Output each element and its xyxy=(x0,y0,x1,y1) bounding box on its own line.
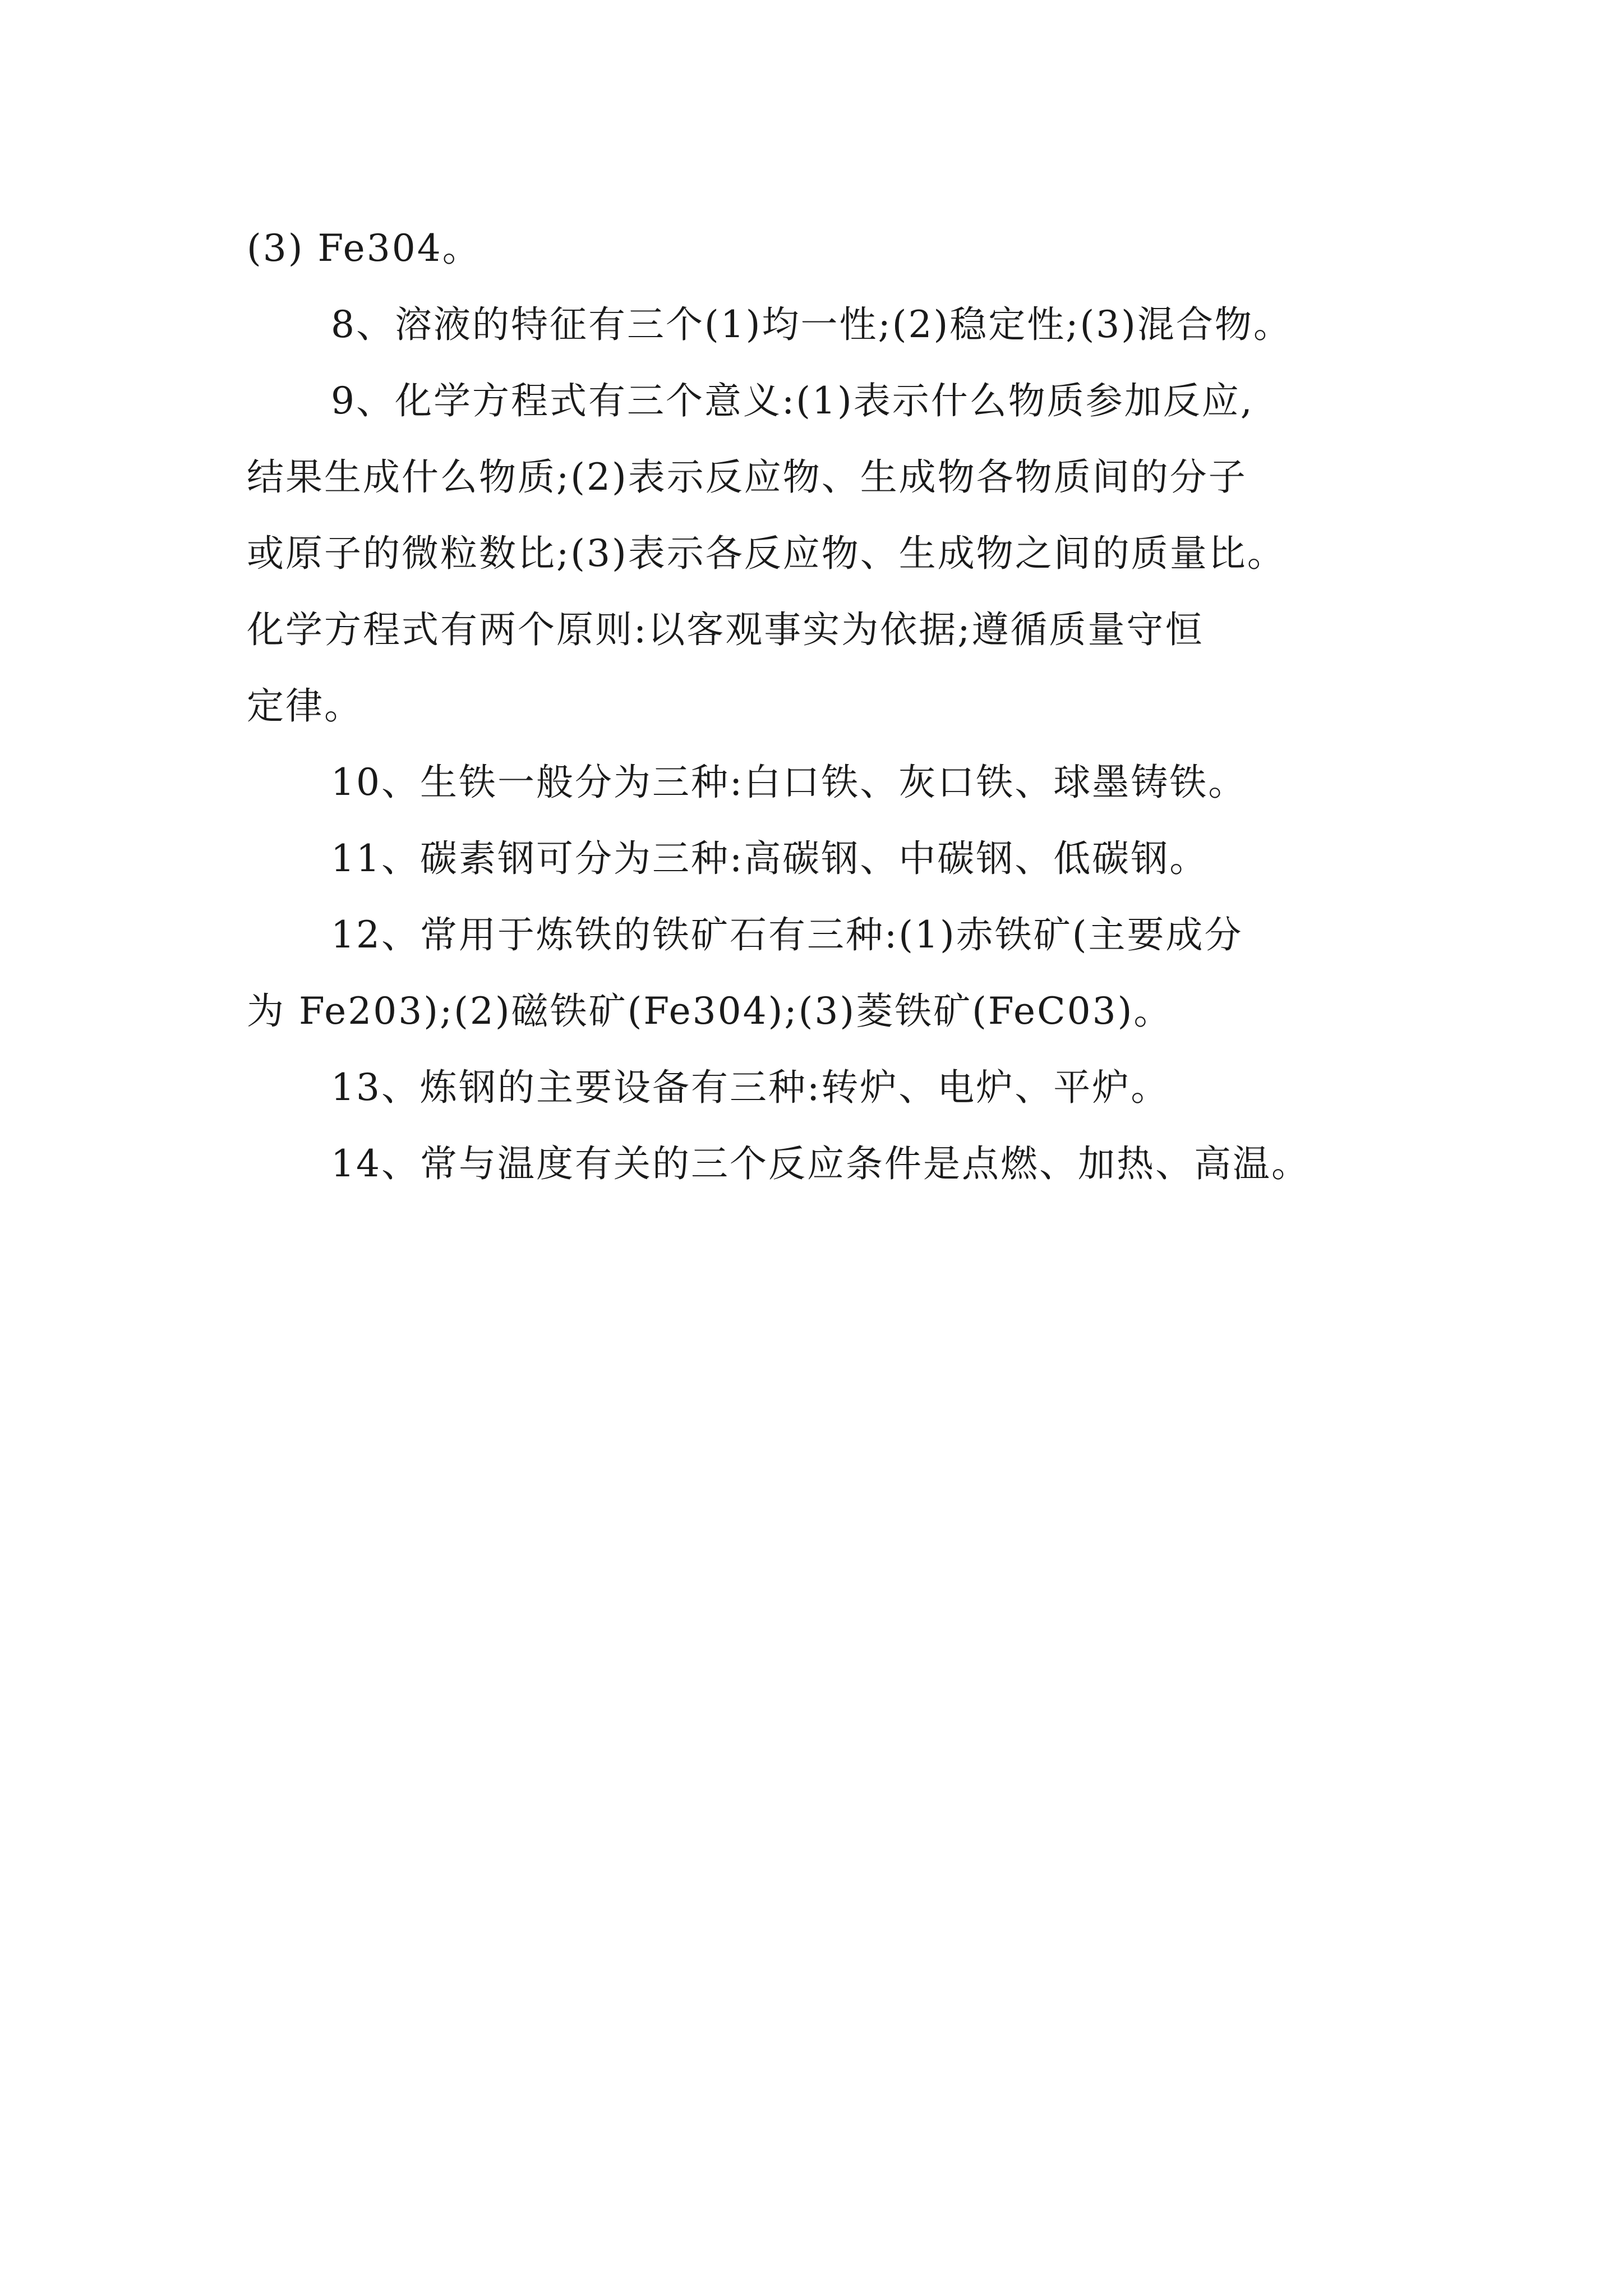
paragraph-item-12-line-1: 12、常用于炼铁的铁矿石有三种:(1)赤铁矿(主要成分 xyxy=(331,913,1243,956)
paragraph-item-9-line-1: 9、化学方程式有三个意义:(1)表示什么物质参加反应, xyxy=(331,379,1254,422)
paragraph-item-9-line-2: 结果生成什么物质;(2)表示反应物、生成物各物质间的分子 xyxy=(247,455,1247,499)
paragraph-item-9-line-5: 定律。 xyxy=(247,684,363,728)
paragraph-item-13: 13、炼钢的主要设备有三种:转炉、电炉、平炉。 xyxy=(331,1066,1170,1109)
paragraph-item-14: 14、常与温度有关的三个反应条件是点燃、加热、高温。 xyxy=(331,1142,1310,1185)
paragraph-item-9-line-3: 或原子的微粒数比;(3)表示各反应物、生成物之间的质量比。 xyxy=(247,532,1286,575)
paragraph-item-9-line-4: 化学方程式有两个原则:以客观事实为依据;遵循质量守恒 xyxy=(247,608,1204,651)
paragraph-item-10: 10、生铁一般分为三种:白口铁、灰口铁、球墨铸铁。 xyxy=(331,761,1247,804)
paragraph-item-8: 8、溶液的特征有三个(1)均一性;(2)稳定性;(3)混合物。 xyxy=(331,303,1292,346)
text-line-answer-3: (3) Fe304。 xyxy=(247,227,481,270)
paragraph-item-11: 11、碳素钢可分为三种:高碳钢、中碳钢、低碳钢。 xyxy=(331,837,1209,880)
paragraph-item-12-line-2: 为 Fe203);(2)磁铁矿(Fe304);(3)菱铁矿(FeC03)。 xyxy=(247,990,1173,1033)
document-body xyxy=(247,210,1436,1202)
